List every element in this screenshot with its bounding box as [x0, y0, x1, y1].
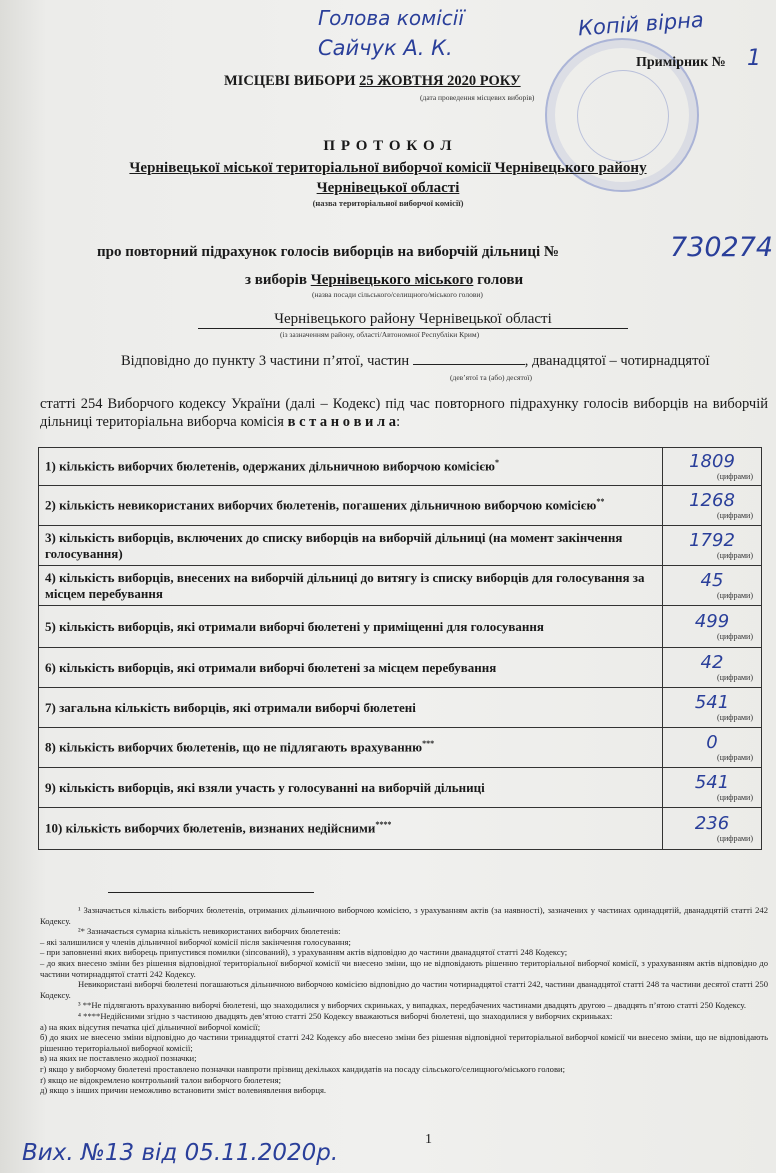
row-value-cell — [663, 648, 762, 688]
row-label: 3) кількість виборців, включених до списку виборців на виборчій дільниці (на момент закінчення голосування) — [45, 529, 623, 561]
row-label-cell — [39, 768, 663, 808]
row-label: 4) кількість виборців, внесених на виборчій дільниці до витягу із списку виборців для голосування за місцем перебування — [45, 569, 645, 601]
intro-colon: : — [396, 414, 401, 430]
footnotes — [40, 905, 768, 1096]
row-value-cell — [663, 768, 762, 808]
row-value: 541 — [694, 772, 730, 793]
row-label-cell — [39, 648, 663, 688]
row-footnote-mark: * — [494, 458, 499, 468]
row-value-cell — [663, 566, 762, 606]
row-value: 45 — [700, 570, 724, 591]
row-label-cell — [39, 526, 663, 566]
footnote-4-a: а) на яких відсутня печатка цієї дільничної виборчої комісії; — [40, 1021, 261, 1032]
election-name: МІСЦЕВІ ВИБОРИ — [224, 73, 356, 89]
protocol-title: П Р О Т О К О Л — [323, 138, 453, 154]
election-of-position: Чернівецького міського — [310, 272, 474, 288]
table-row — [39, 808, 762, 850]
intro-text-a: Відповідно до пункту 3 частини п’ятої, частин — [121, 353, 410, 369]
handwritten-precinct-number: 730274 — [670, 232, 774, 263]
footnote-4-d: г) якщо у виборчому бюлетені проставлено позначки навпроти прізвищ декількох кандидатів на посаду сільського/селищного/міського голови; — [40, 1063, 566, 1074]
row-label-cell — [39, 566, 663, 606]
row-value: 42 — [700, 652, 724, 673]
row-label: 10) кількість виборчих бюлетенів, визнаних недійсними — [45, 820, 376, 836]
row-footnote-mark: *** — [422, 739, 435, 749]
recount-heading: про повторний підрахунок голосів виборців на виборчій дільниці № — [97, 244, 559, 260]
row-value: 1809 — [689, 451, 735, 472]
row-value-cell — [663, 448, 762, 486]
table-row — [39, 486, 762, 526]
intro-line-1 — [121, 353, 710, 370]
row-value-caption: (цифрами) — [717, 834, 753, 843]
footnote-3: ³ **Не підлягають врахуванню виборчі бюлетені, що знаходилися у виборчих скриньках, у випадках, передбачених частинами двадцять другою – двадцять п’ятою статті 250 Кодексу. — [78, 1000, 747, 1011]
row-value-caption: (цифрами) — [717, 511, 753, 520]
region-line — [198, 311, 628, 329]
intro-text-b: , дванадцятої – чотирнадцятої — [524, 353, 710, 369]
election-of-prefix: з виборів — [245, 272, 307, 288]
intro-caption: (дев’ятої та (або) десятої) — [450, 373, 532, 382]
footnote-2-d: Невикористані виборчі бюлетені погашаються дільничною виборчою комісією відповідно до частин чотирнадцятої статті 242, частини дванадцятої статті 248 та частини десятої статті 250 Кодексу. — [40, 979, 768, 1000]
row-label-cell — [39, 688, 663, 728]
row-value-cell — [663, 728, 762, 768]
row-value-cell — [663, 808, 762, 850]
row-value-cell — [663, 526, 762, 566]
intro-resolved: в с т а н о в и л а — [287, 414, 397, 430]
election-of-line — [245, 272, 523, 289]
commission-caption: (назва територіальної виборчої комісії) — [312, 198, 464, 208]
footnote-2-a: – які залишилися у членів дільничної виборчої комісії після закінчення голосування; — [40, 936, 351, 947]
row-label-cell — [39, 808, 663, 850]
row-value: 236 — [694, 813, 730, 834]
row-value-caption: (цифрами) — [717, 591, 753, 600]
row-label-cell — [39, 448, 663, 486]
page-number: 1 — [425, 1132, 432, 1147]
election-date: 25 ЖОВТНЯ 2020 РОКУ — [359, 73, 521, 89]
handwritten-copy-number: 1 — [747, 46, 761, 71]
table-row — [39, 728, 762, 768]
table-row — [39, 606, 762, 648]
election-date-caption: (дата проведення місцевих виборів) — [420, 93, 535, 102]
row-value-cell — [663, 688, 762, 728]
table-row — [39, 768, 762, 808]
row-label: 5) кількість виборців, які отримали виборчі бюлетені у приміщенні для голосування — [45, 618, 544, 634]
row-value: 541 — [694, 692, 730, 713]
row-label-cell — [39, 486, 663, 526]
row-label-cell — [39, 728, 663, 768]
intro-blank — [413, 364, 525, 365]
row-label: 9) кількість виборців, які взяли участь у голосуванні на виборчій дільниці — [45, 779, 485, 795]
position-caption: (назва посади сільського/селищного/міського голови) — [312, 290, 483, 299]
handwritten-outgoing-number: Вих. №13 від 05.11.2020р. — [22, 1140, 339, 1166]
commission-line-1: Чернівецької міської територіальної виборчої комісії Чернівецького району — [129, 160, 647, 176]
row-label: 8) кількість виборчих бюлетенів, що не підлягають врахуванню — [45, 739, 423, 755]
row-value-caption: (цифрами) — [717, 551, 753, 560]
row-value: 499 — [694, 611, 730, 632]
footnote-4-head: ⁴ ****Недійсними згідно з частиною двадцять дев’ятою статті 250 Кодексу вважаються виборчі бюлетені, що знаходилися у виборчих скриньках: — [78, 1010, 613, 1021]
region-text: Чернівецького району Чернівецької області — [274, 311, 552, 327]
footnote-4-f: д) якщо з інших причин неможливо встановити зміст волевиявлення виборця. — [40, 1085, 327, 1096]
row-label-cell — [39, 606, 663, 648]
row-label: 2) кількість невикористаних виборчих бюлетенів, погашених дільничною виборчою комісією — [45, 497, 597, 513]
intro-text-2: статті 254 Виборчого кодексу України (далі – Кодекс) під час повторного підрахунку голосів виборців на виборчій дільниці територіальна виборча комісія — [40, 396, 768, 430]
row-value: 1792 — [689, 530, 735, 551]
row-label: 7) загальна кількість виборців, які отримали виборчі бюлетені — [45, 699, 416, 715]
row-value-caption: (цифрами) — [717, 472, 753, 481]
footnote-4-e: ґ) якщо не відокремлено контрольний талон виборчого бюлетеня; — [40, 1074, 281, 1085]
table-row — [39, 448, 762, 486]
row-value-caption: (цифрами) — [717, 673, 753, 682]
intro-line-2 — [40, 395, 768, 431]
table-row — [39, 566, 762, 606]
region-caption: (із зазначенням району, області/Автономної Республіки Крим) — [280, 330, 480, 339]
handwritten-chairman-title: Голова комісії — [318, 6, 464, 30]
footnote-2-c: – до яких внесено зміни без рішення відповідної територіальної виборчої комісії чи внесено зміни, що не відповідають рішенню територіальної виборчої комісії, з урахуванням актів відповідно до частини чотирнадцятої статті 242 Кодексу. — [40, 957, 768, 979]
handwritten-copy-certified: Копій вірна — [577, 7, 705, 41]
row-footnote-mark: **** — [375, 820, 392, 830]
row-value-caption: (цифрами) — [717, 753, 753, 762]
election-title — [224, 73, 521, 90]
election-of-suffix: голови — [477, 272, 524, 288]
footnote-4-c: в) на яких не поставлено жодної позначки; — [40, 1053, 197, 1064]
row-value-caption: (цифрами) — [717, 793, 753, 802]
footnote-4-b: б) до яких не внесено зміни відповідно до частини тринадцятої статті 242 Кодексу або внесено зміни без рішення відповідної територіальної виборчої комісії чи внесено зміни, що не відповідають рішенню територіальної виборчої комісії; — [40, 1032, 768, 1053]
row-footnote-mark: ** — [596, 497, 605, 507]
copy-label: Примірник № — [636, 55, 726, 70]
handwritten-chairman-name: Сайчук А. К. — [318, 36, 453, 60]
row-value-caption: (цифрами) — [717, 713, 753, 722]
footnote-2-head: ²* Зазначається сумарна кількість невикористаних виборчих бюлетенів: — [78, 926, 341, 937]
footnote-separator — [108, 892, 314, 893]
results-table — [38, 447, 762, 850]
row-value: 0 — [706, 732, 718, 753]
row-label: 1) кількість виборчих бюлетенів, одержаних дільничною виборчою комісією — [45, 458, 495, 474]
row-label: 6) кількість виборців, які отримали виборчі бюлетені за місцем перебування — [45, 659, 497, 675]
commission-line-2: Чернівецької області — [316, 180, 460, 196]
footnote-1: ¹ Зазначається кількість виборчих бюлетенів, отриманих дільничною виборчою комісією, з урахуванням актів (за наявності), зазначених у частинах одинадцятій, дванадцятій статті 242 Кодексу. — [40, 905, 768, 926]
footnote-2-b: – при заповненні яких виборець припустився помилки (зіпсований), з урахуванням актів відповідно до частини дванадцятої статті 248 Кодексу; — [40, 947, 568, 958]
row-value-cell — [663, 606, 762, 648]
table-row — [39, 688, 762, 728]
row-value-cell — [663, 486, 762, 526]
row-value: 1268 — [689, 490, 735, 511]
table-row — [39, 526, 762, 566]
table-row — [39, 648, 762, 688]
row-value-caption: (цифрами) — [717, 632, 753, 641]
